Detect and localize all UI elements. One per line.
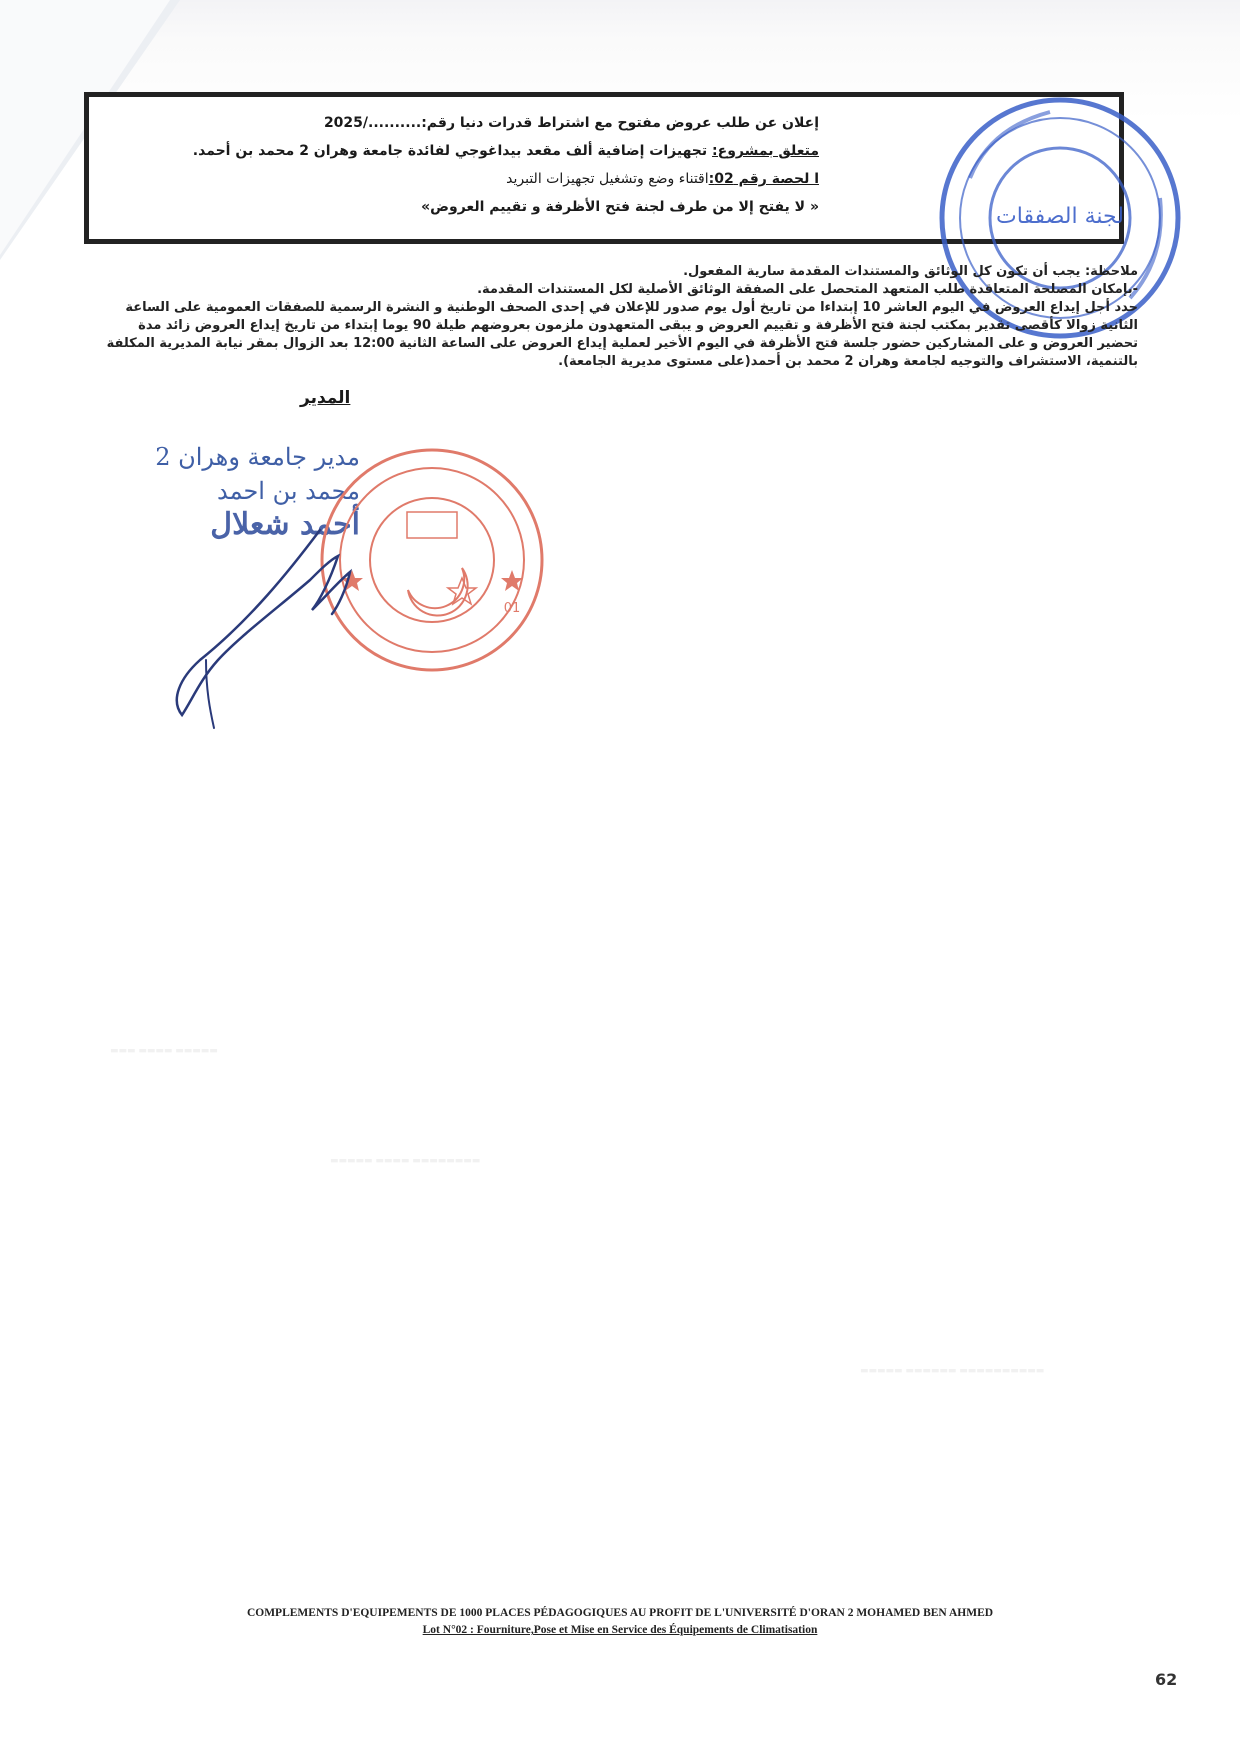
page-number: 62 [1155, 1670, 1178, 1689]
note-paragraph: حدد أجل إيداع العروض في اليوم العاشر 10 إبتداءا من تاريخ أول يوم صدور للإعلان في إحدى الصحف الوطنية و النشرة الرسمية للصفقات العمومية على الساعة الثانية زوالا كأقصى تقدير بمكتب لجنة فتح الأظرفة و تقييم العروض و يبقى المتعهدون ملزمون بعروضهم طيلة 90 يوما إبتداء من تاريخ إيداع العروض زائد مدة تحضير العروض و على المشاركين حضور جلسة فتح الأظرفة في اليوم الأخير لعملية إيداع العروض على الساعة الثانية 12:00 بعد الزوال بمقر نيابة المديرية المكلفة بالتنمية، الاستشراف والتوجيه لجامعة وهران 2 محمد بن أحمد(على مستوى مديرية الجامعة). [106, 300, 1138, 369]
notes-section [96, 263, 1138, 371]
project-text: تجهيزات إضافية ألف مقعد بيداغوجي لفائدة جامعة وهران 2 محمد بن أحمد. [192, 143, 713, 159]
footer-lot-title: Lot N°02 : Fourniture,Pose et Mise en Service des Équipements de Climatisation [422, 1624, 818, 1636]
lot-text: اقتناء وضع وتشغيل تجهيزات التبريد [506, 171, 709, 187]
seal-number: 01 [503, 601, 521, 616]
note-line-1: ملاحظة: يجب أن تكون كل الوثائق والمستندات المقدمة سارية المفعول. [683, 264, 1138, 279]
handwritten-line-3: أحمد شعلال [210, 507, 360, 542]
lot-label: ا لحصة رقم 02: [708, 171, 819, 187]
director-signature [170, 510, 370, 730]
bleed-through-text: ▬▬▬▬▬▬▬▬ ▬▬▬▬ ▬▬▬▬▬ [330, 1156, 481, 1166]
note-line-2: -بإمكان المصلحة المتعاقدة طلب المتعهد المتحصل على الصفقة الوثائق الأصلية لكل المستندات المقدمة. [477, 282, 1138, 297]
lot-line [506, 171, 819, 187]
opening-warning: « لا يفتح إلا من طرف لجنة فتح الأظرفة و تقييم العروض» [421, 199, 819, 215]
director-title: المدير [300, 388, 351, 408]
announcement-title: إعلان عن طلب عروض مفتوح مع اشتراط قدرات دنيا رقم:........../2025 [323, 115, 819, 131]
footer-project-title: COMPLEMENTS D'EQUIPEMENTS DE 1000 PLACES PÉDAGOGIQUES AU PROFIT DE L'UNIVERSITÉ D'ORAN 2 MOHAMED BEN AHMED [246, 1607, 994, 1619]
handwritten-line-2: محمد بن احمد [216, 477, 360, 505]
handwritten-line-1: مدير جامعة وهران 2 [155, 443, 360, 471]
bleed-through-text: ▬▬▬▬▬▬▬▬▬▬ ▬▬▬▬▬▬ ▬▬▬▬▬ [860, 1366, 1045, 1376]
project-label: متعلق بمشروع: [712, 143, 819, 159]
blue-stamp-text: لجنة الصفقات [996, 204, 1124, 229]
bleed-through-text: ▬▬▬▬▬ ▬▬▬▬ ▬▬▬ [110, 1046, 218, 1056]
project-line [193, 143, 819, 159]
